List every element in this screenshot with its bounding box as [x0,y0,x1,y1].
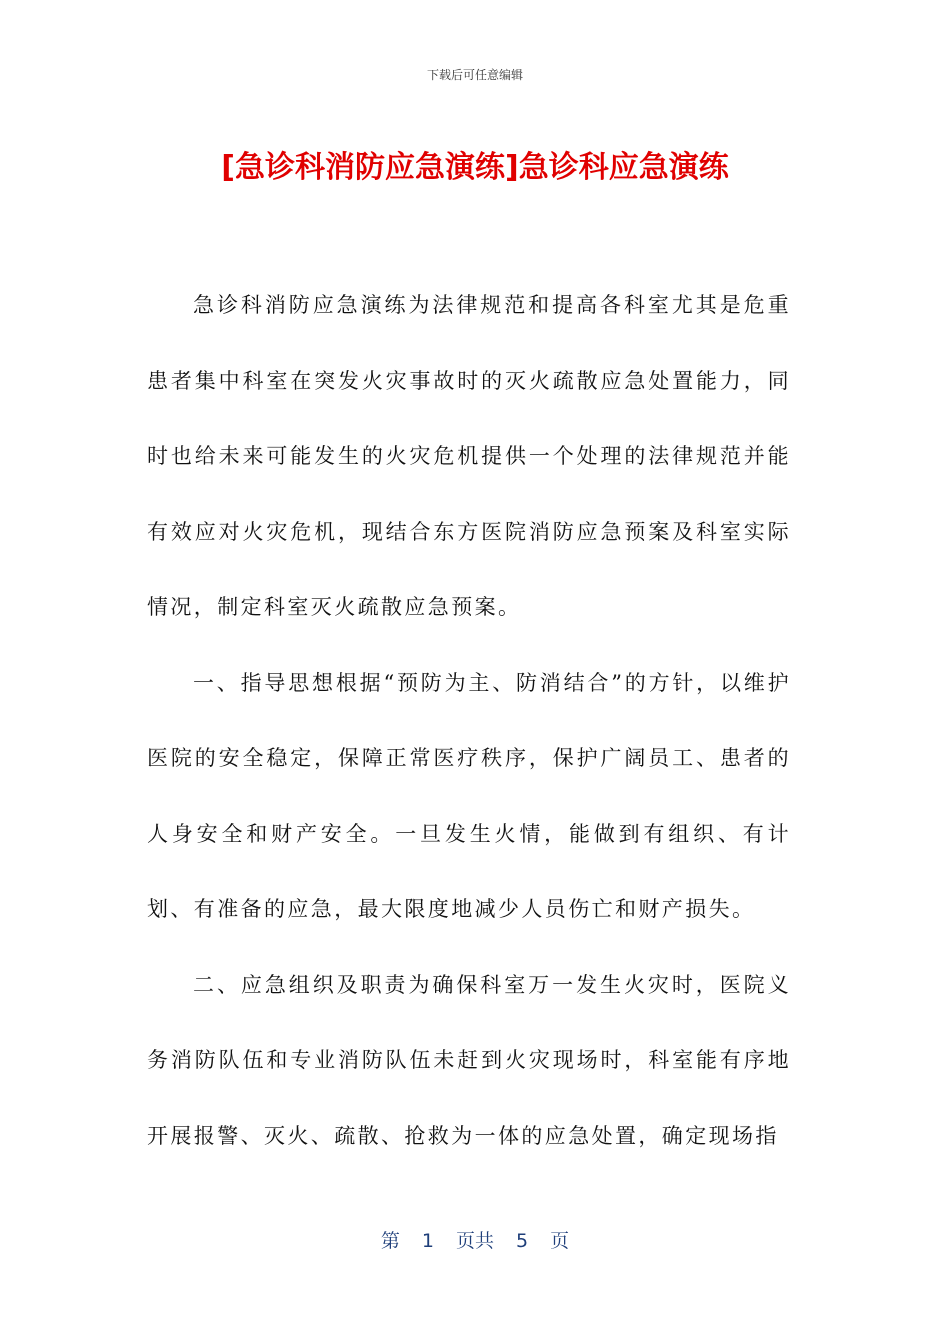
footer-prefix: 第 [380,1230,400,1252]
footer-total-pages: 5 [516,1230,529,1252]
document-body [147,268,791,1174]
footer-page-number: 1 [421,1230,434,1252]
paragraph-intro: 急诊科消防应急演练为法律规范和提高各科室尤其是危重患者集中科室在突发火灾事故时的灭火疏散应急处置能力，同时也给未来可能发生的火灾危机提供一个处理的法律规范并能有效应对火灾危机，现结合东方医院消防应急预案及科室实际情况，制定科室灭火疏散应急预案。 [147,293,791,619]
paragraph-organization: 二、应急组织及职责为确保科室万一发生火灾时，医院义务消防队伍和专业消防队伍未赶到火灾现场时，科室能有序地开展报警、灭火、疏散、抢救为一体的应急处置，确定现场指 [147,972,791,1148]
footer-middle: 页共 [455,1230,494,1252]
document-title: [急诊科消防应急演练]急诊科应急演练 [221,150,729,185]
page-footer [0,1226,950,1253]
header-note: 下载后可任意编辑 [426,68,523,82]
footer-suffix: 页 [550,1230,570,1252]
paragraph-guiding-principle: 一、指导思想根据“预防为主、防消结合”的方针，以维护医院的安全稳定，保障正常医疗秩序，保护广阔员工、患者的人身安全和财产安全。一旦发生火情，能做到有组织、有计划、有准备的应急，最大限度地减少人员伤亡和财产损失。 [147,670,791,921]
